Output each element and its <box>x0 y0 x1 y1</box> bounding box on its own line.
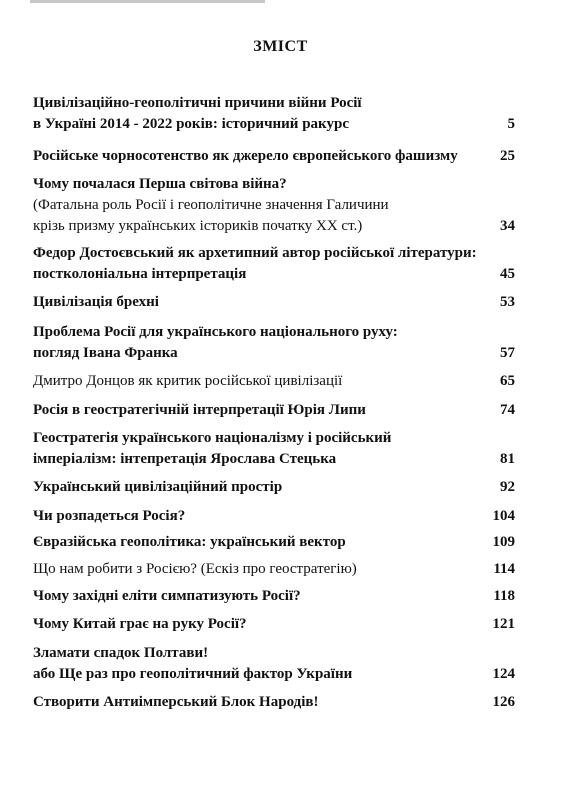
toc-entry <box>33 586 515 607</box>
toc-entry-line: імперіалізм: інтепретація Ярослава Стецька <box>33 451 337 467</box>
toc-page-number: 65 <box>500 373 515 389</box>
toc-page-number: 126 <box>492 694 515 710</box>
toc-page-number: 109 <box>492 534 515 550</box>
toc-entry-line: Євразійська геополітика: український вектор <box>33 534 346 550</box>
toc-page-number: 34 <box>500 218 515 234</box>
toc-entry-line: або Ще раз про геополітичний фактор України <box>33 666 353 682</box>
toc-entry-line: Зламати спадок Полтави! <box>33 645 209 661</box>
toc-page-number: 53 <box>500 294 515 310</box>
toc-entry <box>33 614 515 635</box>
toc-page-number: 92 <box>500 479 515 495</box>
toc-page-number: 25 <box>500 148 515 164</box>
toc-entry-line: Цивілізація брехні <box>33 294 159 310</box>
toc-entry <box>33 322 515 364</box>
toc-entry-line: Цивілізаційно-геополітичні причини війни Росії <box>33 95 362 111</box>
scan-edge-mark <box>30 0 265 3</box>
toc-page-number: 121 <box>492 616 515 632</box>
toc-entry <box>33 292 515 313</box>
toc-entry <box>33 428 515 470</box>
toc-entry-line: Чому західні еліти симпатизують Росії? <box>33 588 301 604</box>
toc-entry-line: в Україні 2014 - 2022 років: історичний ракурс <box>33 116 349 132</box>
toc-page-number: 104 <box>492 508 515 524</box>
toc-entry-line: Геостратегія українського націоналізму і російський <box>33 430 392 446</box>
toc-entry <box>33 559 515 580</box>
toc-entry-line: Український цивілізаційний простір <box>33 479 283 495</box>
toc-entry-line: Створити Антиімперський Блок Народів! <box>33 694 319 710</box>
toc-entry <box>33 506 515 527</box>
toc-entry-line: Проблема Росії для українського національного руху: <box>33 324 398 340</box>
toc-page-number: 5 <box>507 116 515 132</box>
toc-entry-line: Що нам робити з Росією? (Ескіз про геостратегію) <box>33 561 357 577</box>
toc-entry <box>33 371 515 392</box>
toc-page-number: 114 <box>493 561 515 577</box>
toc-entry <box>33 643 515 685</box>
toc-entry-line: постколоніальна інтерпретація <box>33 266 247 282</box>
toc-entry <box>33 477 515 498</box>
toc-page-number: 45 <box>500 266 515 282</box>
toc-page-number: 74 <box>500 402 515 418</box>
toc-page-number: 57 <box>500 345 515 361</box>
page-title: ЗМІСТ <box>253 38 308 55</box>
toc-entry <box>33 174 515 237</box>
toc-entry-line: Федор Достоєвський як архетипний автор російської літератури: <box>33 245 477 261</box>
toc-entry <box>33 532 515 553</box>
toc-entry <box>33 243 515 285</box>
toc-entry-line: Дмитро Донцов як критик російської цивілізації <box>33 373 343 389</box>
toc-entry-line: Росія в геостратегічній інтерпретації Юрія Липи <box>33 402 366 418</box>
toc-entry-line: Російське чорносотенство як джерело європейського фашизму <box>33 148 458 164</box>
toc-entry-line: крізь призму українських істориків початку ХХ ст.) <box>33 218 363 234</box>
toc-page-number: 81 <box>500 451 515 467</box>
toc-entry-line: погляд Івана Франка <box>33 345 178 361</box>
toc-entry <box>33 93 515 135</box>
toc-entry-line: (Фатальна роль Росії і геополітичне значення Галичини <box>33 197 389 213</box>
toc-entry <box>33 400 515 421</box>
toc-entry <box>33 692 515 713</box>
toc-entry <box>33 146 515 167</box>
toc-entry-line: Чому Китай грає на руку Росії? <box>33 616 247 632</box>
toc-entry-line: Чому почалася Перша світова війна? <box>33 176 287 192</box>
toc-entry-line: Чи розпадеться Росія? <box>33 508 186 524</box>
toc-page-number: 118 <box>493 588 515 604</box>
toc-page-number: 124 <box>492 666 515 682</box>
